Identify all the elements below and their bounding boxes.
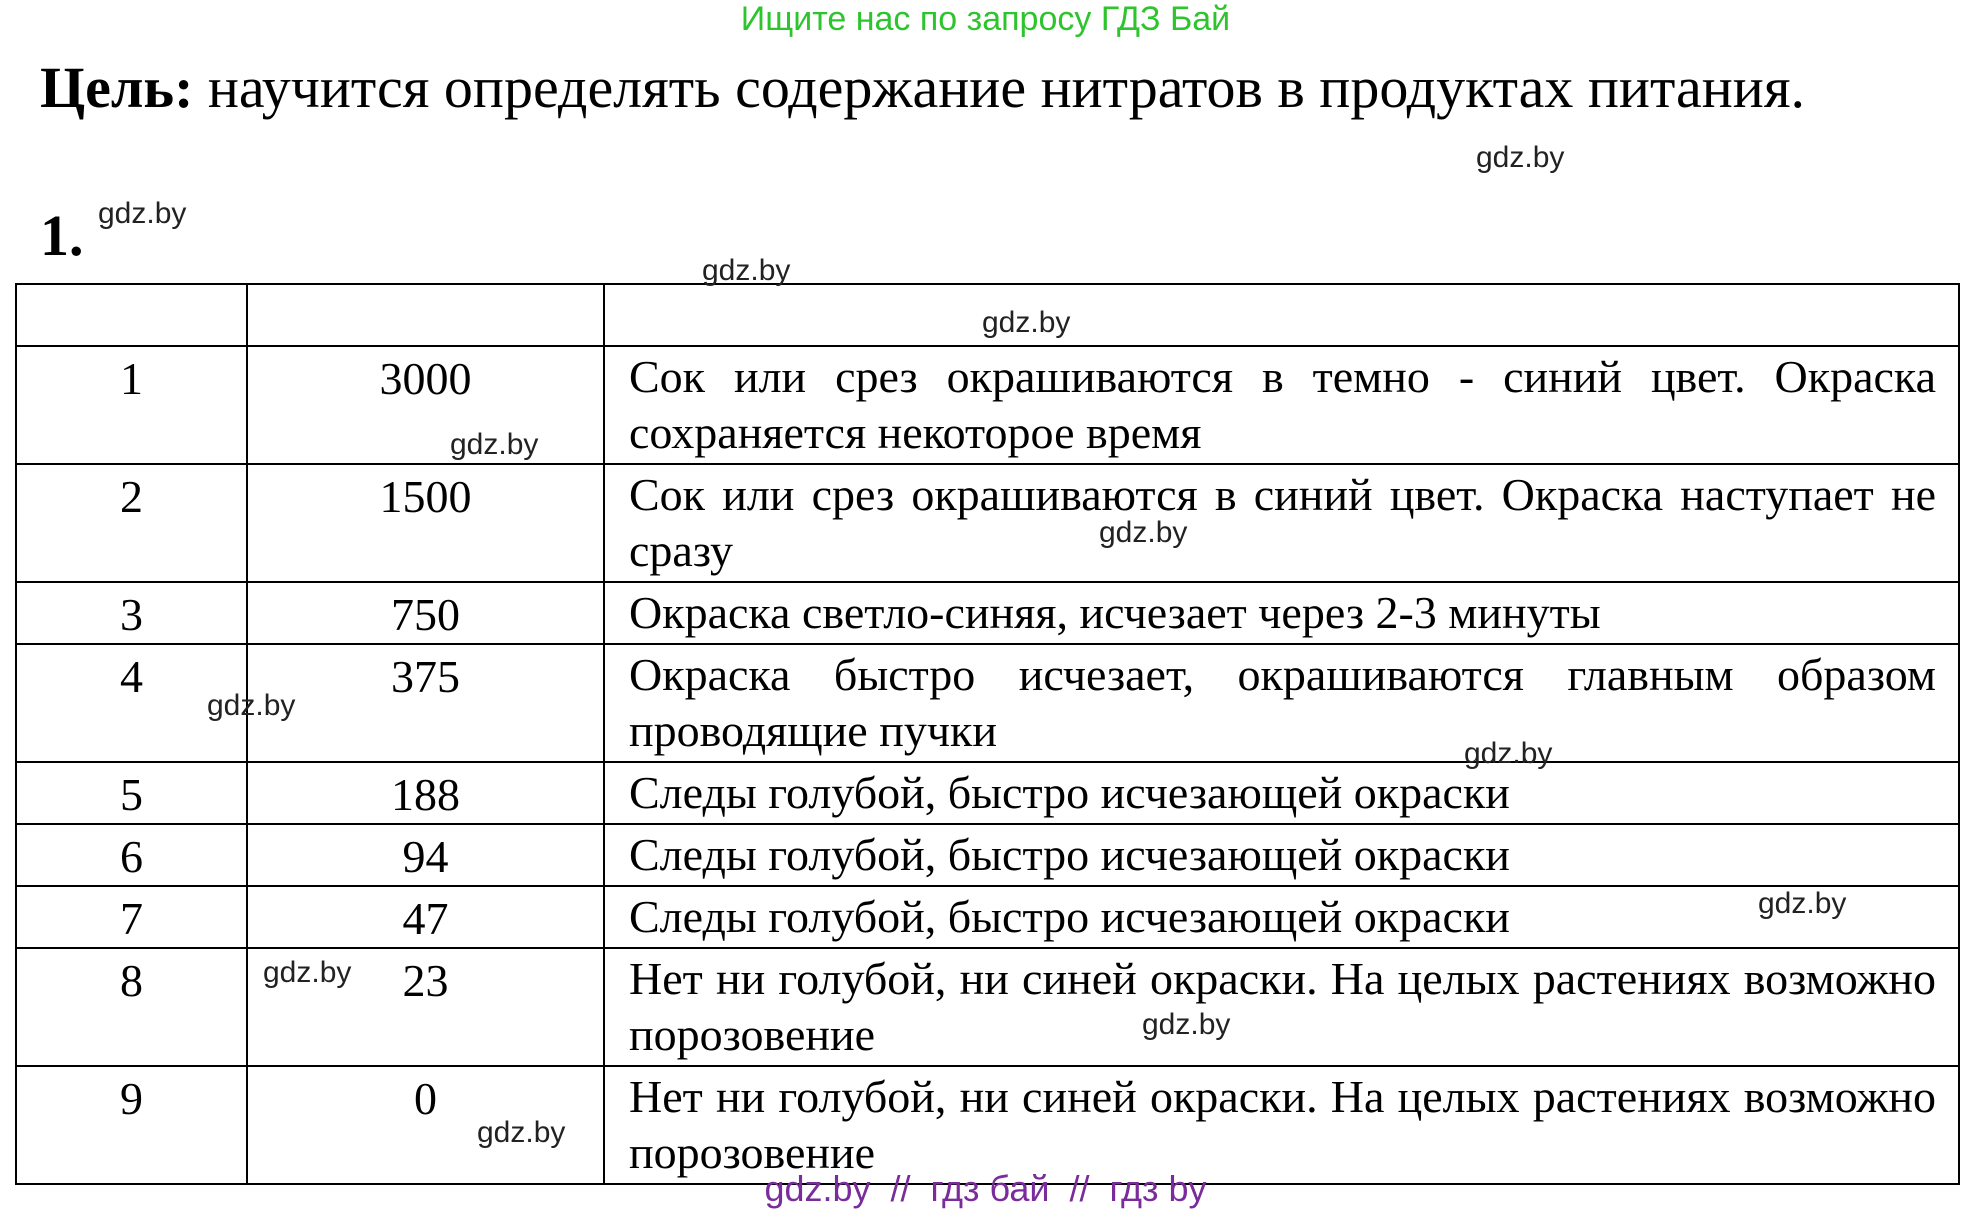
watermark: gdz.by (1142, 1008, 1231, 1041)
watermark: gdz.by (450, 428, 539, 461)
goal-text: научится определять содержание нитратов в продуктах питания. (193, 55, 1806, 120)
nitrate-value: 94 (247, 824, 604, 886)
row-number: 8 (16, 948, 247, 1066)
watermark: gdz.by (1476, 141, 1565, 174)
table-row (16, 762, 1959, 824)
reaction-description: Окраска быстро исчезает, окрашиваются главным образом проводящие пучки (604, 644, 1959, 762)
watermark: gdz.by (1099, 516, 1188, 549)
row-number: 5 (16, 762, 247, 824)
nitrate-value: 375 (247, 644, 604, 762)
table-row (16, 644, 1959, 762)
table-row (16, 1066, 1959, 1184)
nitrate-value: 750 (247, 582, 604, 644)
row-number: 7 (16, 886, 247, 948)
row-number: 6 (16, 824, 247, 886)
row-number: 1 (16, 346, 247, 464)
nitrate-value: 1500 (247, 464, 604, 582)
nitrate-value: 3000 (247, 346, 604, 464)
watermark: gdz.by (207, 689, 296, 722)
table-row (16, 886, 1959, 948)
row-number: 3 (16, 582, 247, 644)
table-row (16, 464, 1959, 582)
header-cell (247, 284, 604, 346)
reaction-description: Нет ни голубой, ни синей окраски. На целых растениях возможно порозовение (604, 948, 1959, 1066)
header-cell (16, 284, 247, 346)
watermark: gdz.by (982, 306, 1071, 339)
nitrate-value: 23 (247, 948, 604, 1066)
table-row (16, 346, 1959, 464)
nitrate-value: 47 (247, 886, 604, 948)
watermark: gdz.by (1464, 737, 1553, 770)
watermark: gdz.by (702, 254, 791, 287)
reaction-description: Следы голубой, быстро исчезающей окраски (604, 824, 1959, 886)
goal-line (40, 52, 1805, 124)
footer-links: gdz.by // гдз бай // гдз by (764, 1168, 1207, 1209)
reaction-description: Сок или срез окрашиваются в синий цвет. Окраска наступает не сразу (604, 464, 1959, 582)
task-number: 1. (40, 203, 84, 268)
reaction-description: Следы голубой, быстро исчезающей окраски (604, 886, 1959, 948)
nitrate-value: 188 (247, 762, 604, 824)
row-number: 2 (16, 464, 247, 582)
watermark: gdz.by (477, 1116, 566, 1149)
header-cell (604, 284, 1959, 346)
table-row (16, 582, 1959, 644)
reaction-description: Окраска светло-синяя, исчезает через 2-3 минуты (604, 582, 1959, 644)
goal-label: Цель: (40, 55, 194, 120)
watermark: gdz.by (263, 956, 352, 989)
reaction-description: Сок или срез окрашиваются в темно - синий цвет. Окраска сохраняется некоторое время (604, 346, 1959, 464)
watermark: gdz.by (1758, 887, 1847, 920)
promo-banner: Ищите нас по запросу ГДЗ Бай (740, 0, 1231, 38)
table-row (16, 824, 1959, 886)
reaction-description: Следы голубой, быстро исчезающей окраски (604, 762, 1959, 824)
watermark: gdz.by (98, 197, 187, 230)
row-number: 4 (16, 644, 247, 762)
reaction-description: Нет ни голубой, ни синей окраски. На целых растениях возможно порозовение (604, 1066, 1959, 1184)
nitrate-table (15, 283, 1960, 1185)
nitrate-value: 0 (247, 1066, 604, 1184)
row-number: 9 (16, 1066, 247, 1184)
